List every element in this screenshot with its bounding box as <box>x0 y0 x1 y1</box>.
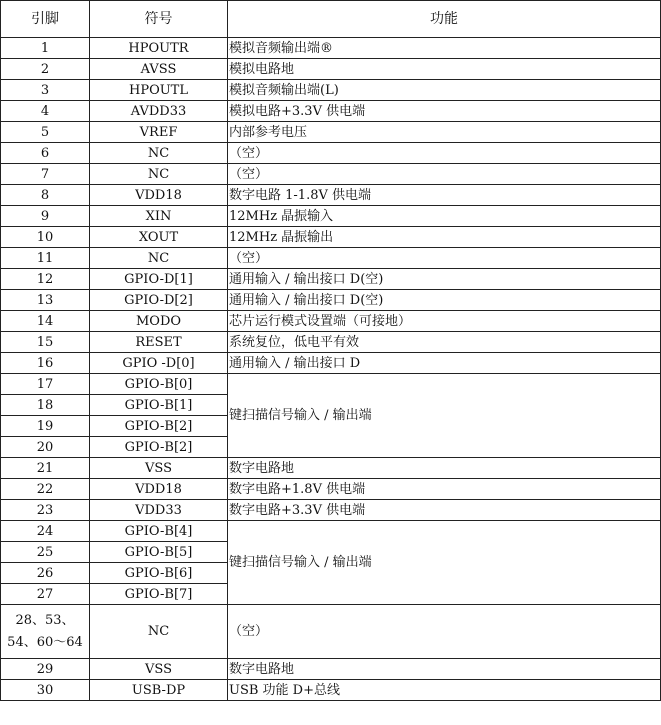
table-row <box>1 143 661 164</box>
pin-number: 1 <box>1 38 90 59</box>
table-row <box>1 605 661 659</box>
table-row <box>1 479 661 500</box>
table-row <box>1 248 661 269</box>
pin-number: 4 <box>1 101 90 122</box>
pin-number: 12 <box>1 269 90 290</box>
pin-symbol: GPIO-B[6] <box>90 563 228 584</box>
pin-function-merged: 键扫描信号输入 / 输出端 <box>228 521 661 605</box>
pin-number: 26 <box>1 563 90 584</box>
pin-number: 18 <box>1 395 90 416</box>
pin-symbol: GPIO-B[2] <box>90 437 228 458</box>
pin-number: 21 <box>1 458 90 479</box>
pin-symbol: NC <box>90 605 228 659</box>
table-row <box>1 311 661 332</box>
pin-number: 15 <box>1 332 90 353</box>
pin-number: 16 <box>1 353 90 374</box>
pin-symbol: GPIO-D[1] <box>90 269 228 290</box>
pin-function: （空） <box>228 164 661 185</box>
table-row <box>1 80 661 101</box>
pin-function: 模拟音频输出端(L) <box>228 80 661 101</box>
pin-function: 12MHz 晶振输入 <box>228 206 661 227</box>
table-row <box>1 521 661 542</box>
pin-number: 7 <box>1 164 90 185</box>
pin-function: 数字电路地 <box>228 659 661 680</box>
pin-number: 27 <box>1 584 90 605</box>
pin-function: 通用输入 / 输出接口 D(空) <box>228 290 661 311</box>
pin-number: 28、53、54、60～64 <box>1 605 90 659</box>
pin-number: 23 <box>1 500 90 521</box>
pin-number: 24 <box>1 521 90 542</box>
table-row <box>1 227 661 248</box>
pin-function: 数字电路地 <box>228 458 661 479</box>
table-row <box>1 680 661 701</box>
pin-number: 6 <box>1 143 90 164</box>
pin-function: 芯片运行模式设置端（可接地） <box>228 311 661 332</box>
pin-symbol: GPIO-D[2] <box>90 290 228 311</box>
pin-symbol: GPIO-B[5] <box>90 542 228 563</box>
pin-function: （空） <box>228 605 661 659</box>
pin-function: 12MHz 晶振输出 <box>228 227 661 248</box>
pin-function: 通用输入 / 输出接口 D(空) <box>228 269 661 290</box>
pin-symbol: XIN <box>90 206 228 227</box>
table-row <box>1 101 661 122</box>
pin-number: 5 <box>1 122 90 143</box>
pin-symbol: VDD33 <box>90 500 228 521</box>
pin-symbol: HPOUTL <box>90 80 228 101</box>
pin-function-merged: 键扫描信号输入 / 输出端 <box>228 374 661 458</box>
table-header-row <box>1 1 661 38</box>
pin-number: 11 <box>1 248 90 269</box>
pin-function: 模拟电路+3.3V 供电端 <box>228 101 661 122</box>
pin-number: 8 <box>1 185 90 206</box>
pin-symbol: GPIO -D[0] <box>90 353 228 374</box>
pin-symbol: VDD18 <box>90 479 228 500</box>
pin-function: 数字电路 1-1.8V 供电端 <box>228 185 661 206</box>
pin-symbol: GPIO-B[2] <box>90 416 228 437</box>
pin-symbol: AVSS <box>90 59 228 80</box>
table-row <box>1 290 661 311</box>
table-row <box>1 122 661 143</box>
table-row <box>1 332 661 353</box>
pin-symbol: XOUT <box>90 227 228 248</box>
pin-symbol: GPIO-B[4] <box>90 521 228 542</box>
table-row <box>1 38 661 59</box>
pin-function: 通用输入 / 输出接口 D <box>228 353 661 374</box>
pin-function: （空） <box>228 248 661 269</box>
pin-function: 模拟音频输出端® <box>228 38 661 59</box>
pin-function: USB 功能 D+总线 <box>228 680 661 701</box>
pin-function: 系统复位，低电平有效 <box>228 332 661 353</box>
pin-symbol: NC <box>90 164 228 185</box>
pin-symbol: GPIO-B[1] <box>90 395 228 416</box>
pin-symbol: NC <box>90 143 228 164</box>
table-row <box>1 659 661 680</box>
pin-symbol: VSS <box>90 458 228 479</box>
pin-number: 20 <box>1 437 90 458</box>
pin-number: 19 <box>1 416 90 437</box>
table-row <box>1 206 661 227</box>
pin-number: 10 <box>1 227 90 248</box>
pin-function: 模拟电路地 <box>228 59 661 80</box>
pin-symbol: RESET <box>90 332 228 353</box>
table-row <box>1 353 661 374</box>
pin-symbol: GPIO-B[0] <box>90 374 228 395</box>
pin-number: 29 <box>1 659 90 680</box>
header-pin: 引脚 <box>1 1 90 38</box>
pin-number: 17 <box>1 374 90 395</box>
pin-symbol: MODO <box>90 311 228 332</box>
pin-number: 3 <box>1 80 90 101</box>
header-function: 功能 <box>228 1 661 38</box>
table-row <box>1 458 661 479</box>
pin-symbol: GPIO-B[7] <box>90 584 228 605</box>
pin-function: 数字电路+3.3V 供电端 <box>228 500 661 521</box>
pin-symbol: AVDD33 <box>90 101 228 122</box>
table-row <box>1 59 661 80</box>
pin-symbol: USB-DP <box>90 680 228 701</box>
pin-symbol: VREF <box>90 122 228 143</box>
pin-symbol: NC <box>90 248 228 269</box>
pin-number: 22 <box>1 479 90 500</box>
pin-function: 数字电路+1.8V 供电端 <box>228 479 661 500</box>
pin-number: 13 <box>1 290 90 311</box>
table-row <box>1 269 661 290</box>
pin-number: 25 <box>1 542 90 563</box>
pin-number: 14 <box>1 311 90 332</box>
pin-function: 内部参考电压 <box>228 122 661 143</box>
pin-number: 9 <box>1 206 90 227</box>
pin-symbol: VSS <box>90 659 228 680</box>
pin-symbol: VDD18 <box>90 185 228 206</box>
pin-number: 30 <box>1 680 90 701</box>
table-row <box>1 164 661 185</box>
table-row <box>1 500 661 521</box>
header-symbol: 符号 <box>90 1 228 38</box>
pin-number: 2 <box>1 59 90 80</box>
table-row <box>1 374 661 395</box>
pin-function: （空） <box>228 143 661 164</box>
pin-symbol: HPOUTR <box>90 38 228 59</box>
table-row <box>1 185 661 206</box>
